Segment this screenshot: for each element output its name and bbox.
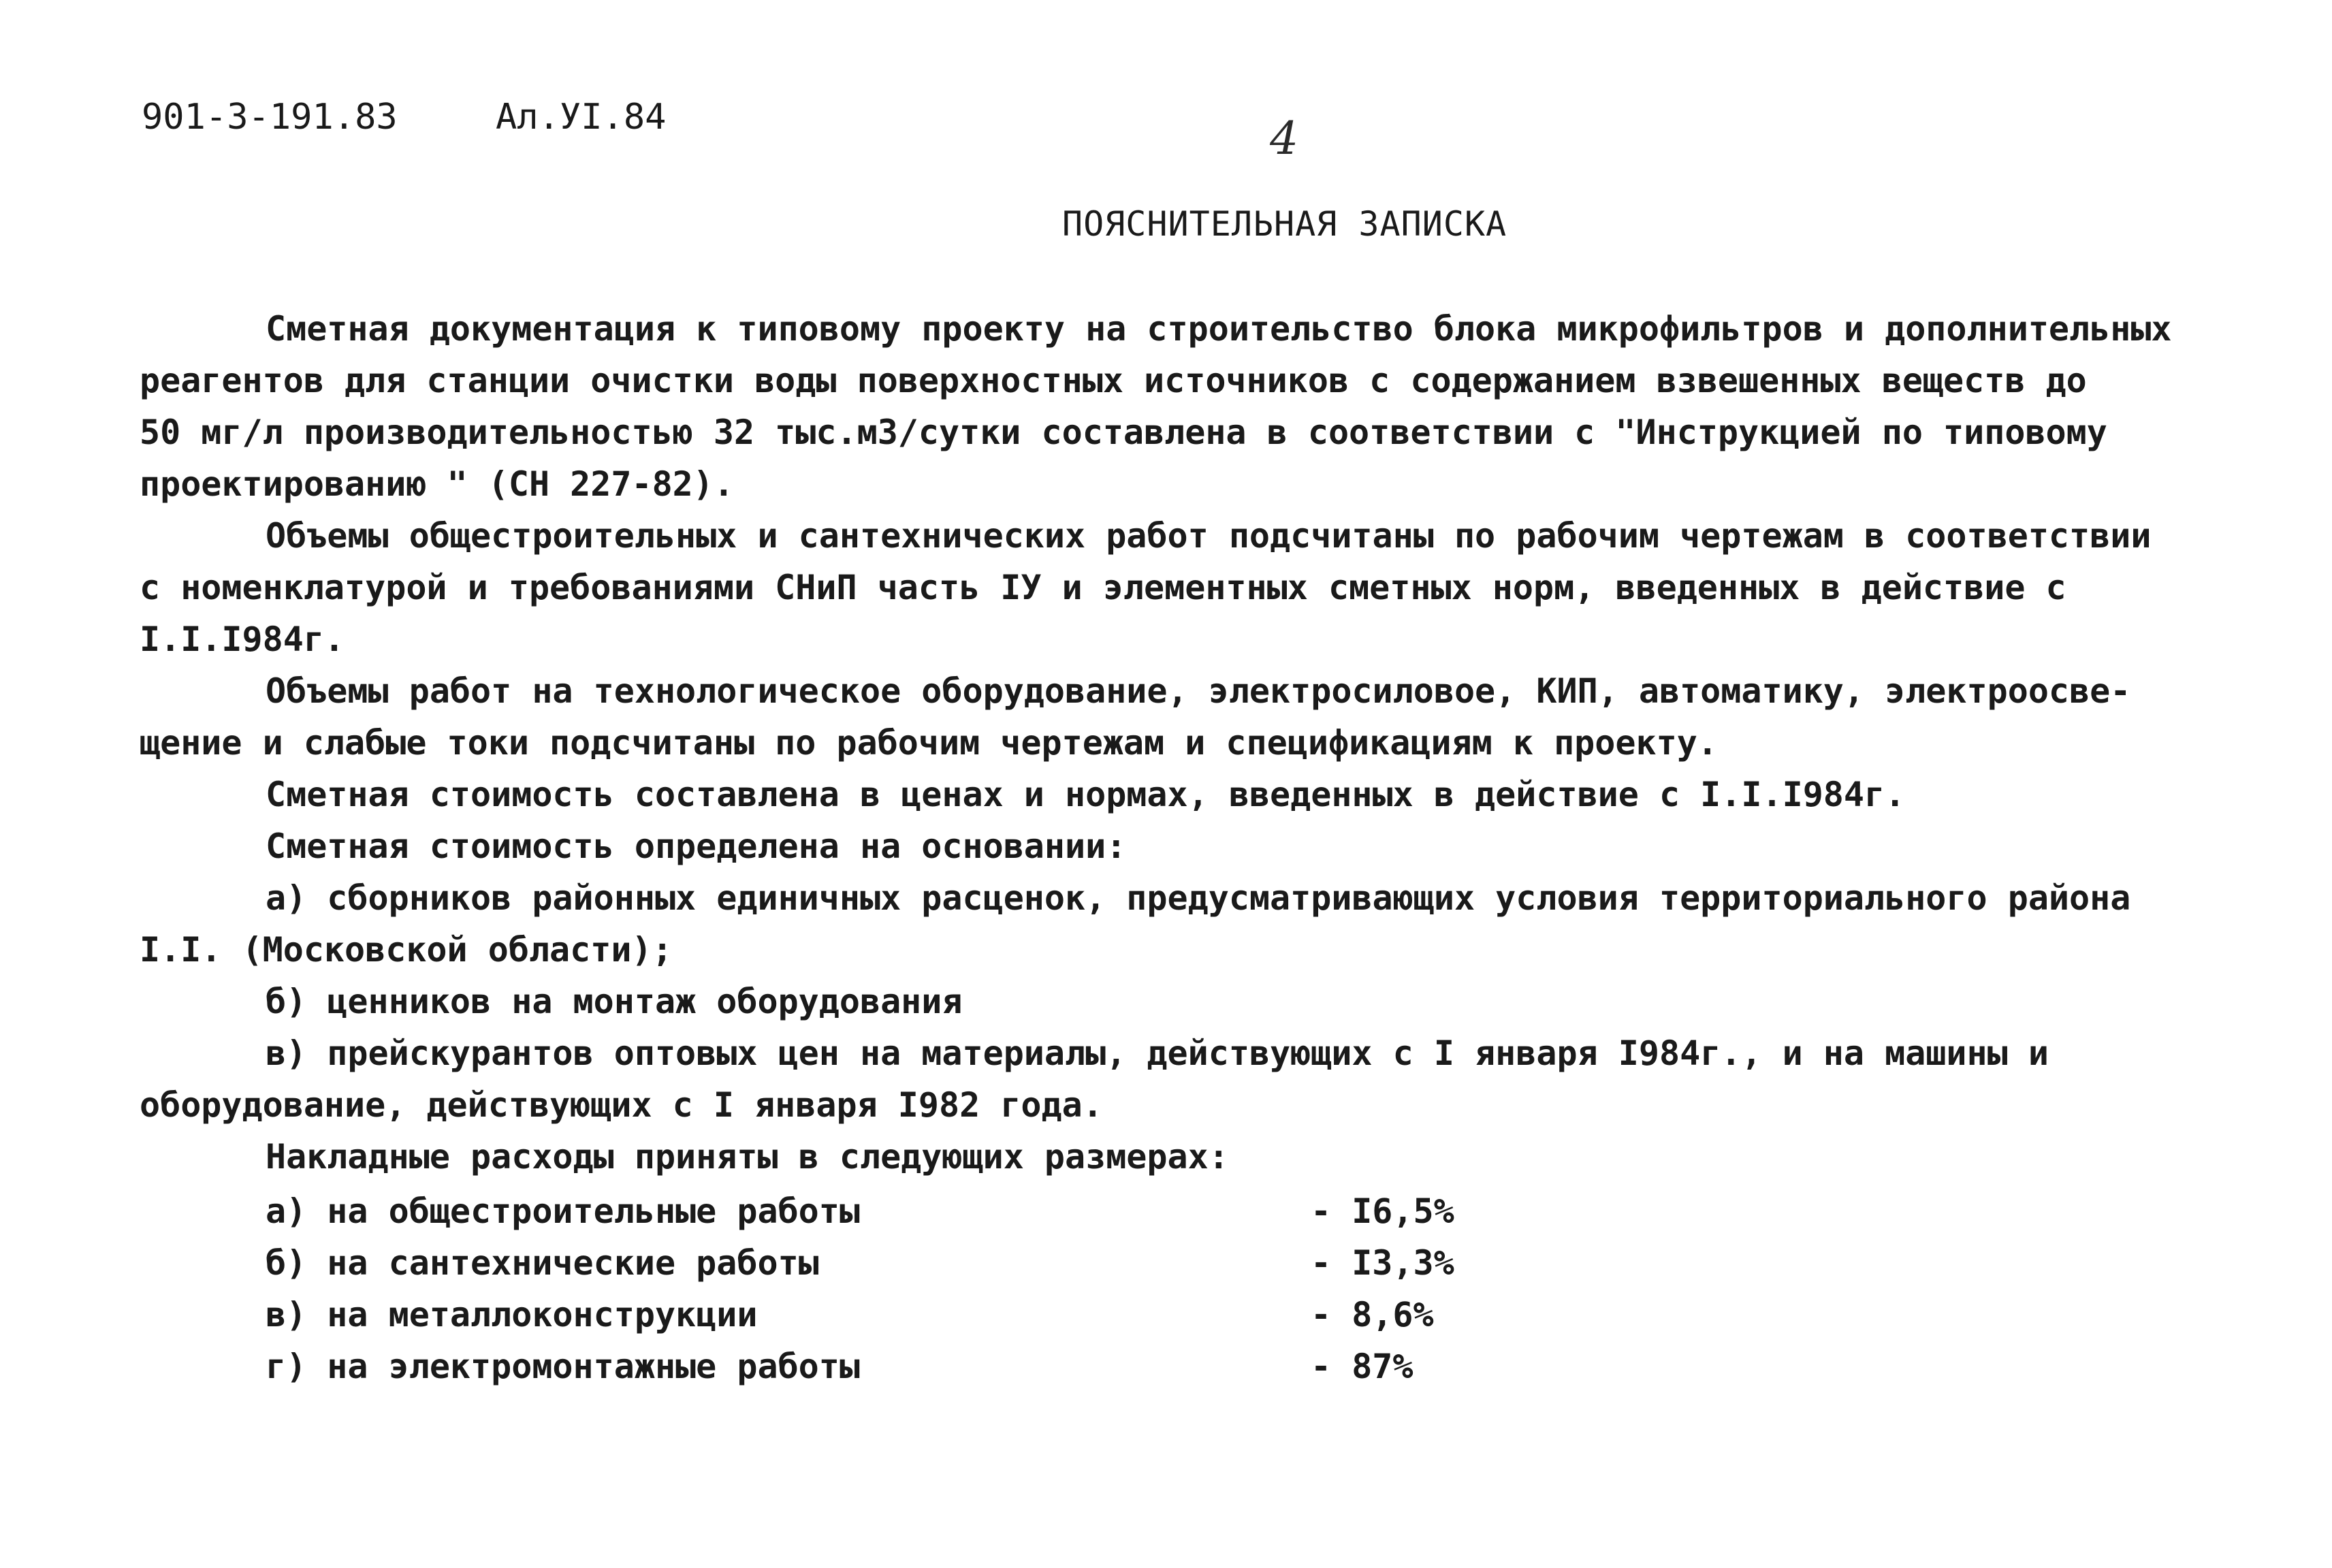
overhead-label: б) на сантехнические работы [266, 1243, 819, 1283]
paragraph-2-line-3: I.I.I984г. [140, 620, 345, 659]
paragraph-4: Сметная стоимость составлена в ценах и нормах, введенных в действие с I.I.I984г. [266, 775, 1906, 814]
overhead-label: г) на электромонтажные работы [266, 1347, 860, 1386]
paragraph-1-line-1: Сметная документация к типовому проекту на строительство блока микрофильтров и дополнительных [266, 309, 2172, 349]
overhead-value: - 8,6% [1311, 1295, 1434, 1334]
paragraph-2-line-1: Объемы общестроительных и сантехнических работ подсчитаны по рабочим чертежам в соответствии [266, 516, 2152, 556]
overhead-label: а) на общестроительные работы [266, 1191, 860, 1231]
basis-item-b: б) ценников на монтаж оборудования [266, 982, 963, 1021]
document-header [142, 97, 667, 138]
paragraph-1-line-3: 50 мг/л производительностью 32 тыс.м3/сутки составлена в соответствии с "Инструкцией по типовому [140, 413, 2107, 452]
basis-item-c-line-1: в) прейскурантов оптовых цен на материалы, действующих с I января I984г., и на машины и [266, 1034, 2049, 1073]
overhead-value: - I6,5% [1311, 1191, 1454, 1231]
paragraph-3-line-2: щение и слабые токи подсчитаны по рабочим чертежам и спецификациям к проекту. [140, 723, 1718, 763]
paragraph-1-line-2: реагентов для станции очистки воды поверхностных источников с содержанием взвешенных веществ до [140, 361, 2087, 400]
album-number: Ал.УI.84 [496, 97, 667, 138]
document-title: ПОЯСНИТЕЛЬНАЯ ЗАПИСКА [1062, 204, 1507, 244]
paragraph-6: Накладные расходы приняты в следующих размерах: [266, 1137, 1229, 1177]
overhead-label: в) на металлоконструкции [266, 1295, 758, 1334]
handwritten-page-number: 4 [1270, 112, 1298, 165]
overhead-value: - I3,3% [1311, 1243, 1454, 1283]
paragraph-5: Сметная стоимость определена на основании: [266, 827, 1127, 866]
paragraph-3-line-1: Объемы работ на технологическое оборудование, электросиловое, КИП, автоматику, электроосве- [266, 671, 2131, 711]
basis-item-a-line-2: I.I. (Московской области); [140, 930, 673, 970]
paragraph-1-line-4: проектированию " (СН 227-82). [140, 464, 734, 504]
basis-item-c-line-2: оборудование, действующих с I января I982 года. [140, 1085, 1103, 1125]
basis-item-a-line-1: а) сборников районных единичных расценок, предусматривающих условия территориального района [266, 878, 2131, 918]
doc-code: 901-3-191.83 [142, 97, 398, 138]
paragraph-2-line-2: с номенклатурой и требованиями СНиП часть IУ и элементных сметных норм, введенных в действие с [140, 568, 2066, 607]
overhead-value: - 87% [1311, 1347, 1413, 1386]
